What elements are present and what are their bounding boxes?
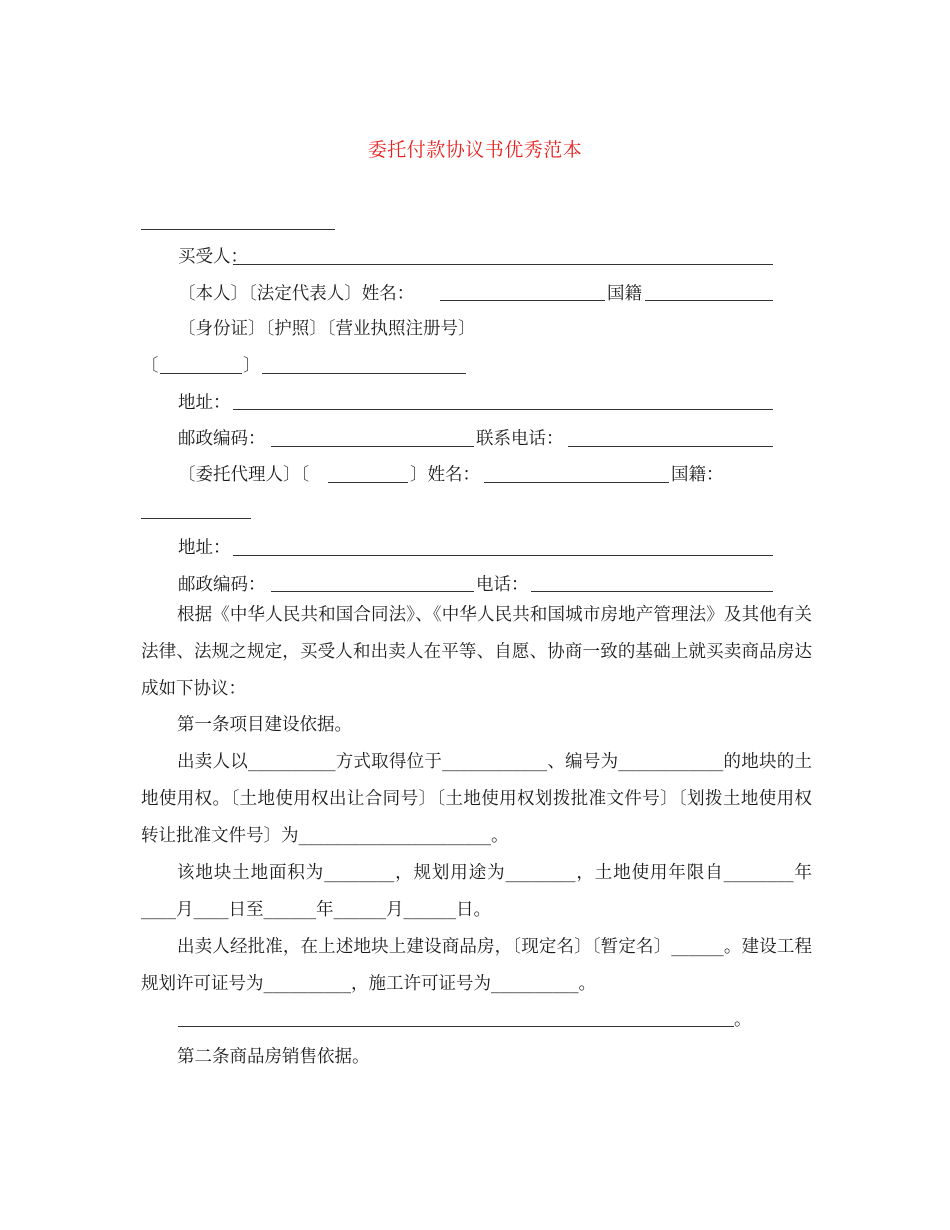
extra-line-period: 。 — [734, 1010, 752, 1030]
agent-phone-blank — [531, 591, 773, 592]
id-type-blank — [160, 373, 242, 374]
contact-phone-label: 联系电话： — [476, 429, 564, 449]
agent-type-blank — [328, 482, 408, 483]
article-2-heading: 第二条商品房销售依据。 — [177, 1047, 370, 1067]
agent-name-label: 〕姓名： — [410, 465, 480, 485]
nationality-blank — [645, 300, 773, 301]
id-number-blank — [262, 373, 466, 374]
bracket-close: 〕 — [243, 356, 261, 376]
agent-nationality-label: 国籍： — [671, 465, 724, 485]
article-1-land-use: 出卖人以__________方式取得位于____________、编号为____________的地块的土地使用权。〔土地使用权出让合同号〕〔土地使用权划拨批准文件号〕〔划拨土地使用权转让批准文件号〕为______________________。 — [141, 752, 812, 846]
party-name-blank — [141, 229, 335, 230]
article-1-land-area: 该地块土地面积为________，规划用途为________，土地使用年限自________年____月____日至______年______月______日。 — [141, 863, 812, 920]
bracket-open: 〔 — [141, 356, 159, 376]
agent-name-blank — [484, 482, 669, 483]
id-types-label: 〔身份证〕〔护照〕〔营业执照注册号〕 — [178, 319, 476, 339]
agent-phone-label: 电话： — [476, 575, 529, 595]
agent-address-label: 地址： — [178, 538, 231, 558]
representative-name-blank — [440, 300, 605, 301]
buyer-label: 买受人： — [178, 247, 248, 267]
agent-postcode-label: 邮政编码： — [178, 575, 266, 595]
extra-blank-line — [178, 1026, 734, 1027]
agent-label: 〔委托代理人〕〔 — [178, 465, 310, 485]
address-label: 地址： — [178, 393, 231, 413]
agent-address-blank — [233, 555, 773, 556]
agent-nationality-blank — [141, 518, 251, 519]
agent-postcode-blank — [271, 591, 474, 592]
nationality-label: 国籍 — [607, 284, 642, 304]
address-blank — [233, 409, 773, 410]
document-title: 委托付款协议书优秀范本 — [367, 139, 583, 161]
buyer-blank — [233, 264, 773, 265]
article-1-construction: 出卖人经批准，在上述地块上建设商品房，〔现定名〕〔暂定名〕______。建设工程规划许可证号为__________，施工许可证号为__________。 — [141, 937, 812, 994]
preamble-paragraph: 根据《中华人民共和国合同法》、《中华人民共和国城市房地产管理法》及其他有关法律、法规之规定，买受人和出卖人在平等、自愿、协商一致的基础上就买卖商品房达成如下协议： — [141, 605, 812, 699]
contact-phone-blank — [568, 446, 773, 447]
article-1-heading: 第一条项目建设依据。 — [177, 715, 352, 735]
postcode-label: 邮政编码： — [178, 429, 266, 449]
postcode-blank — [271, 446, 474, 447]
representative-name-label: 〔本人〕〔法定代表人〕姓名： — [178, 284, 415, 304]
